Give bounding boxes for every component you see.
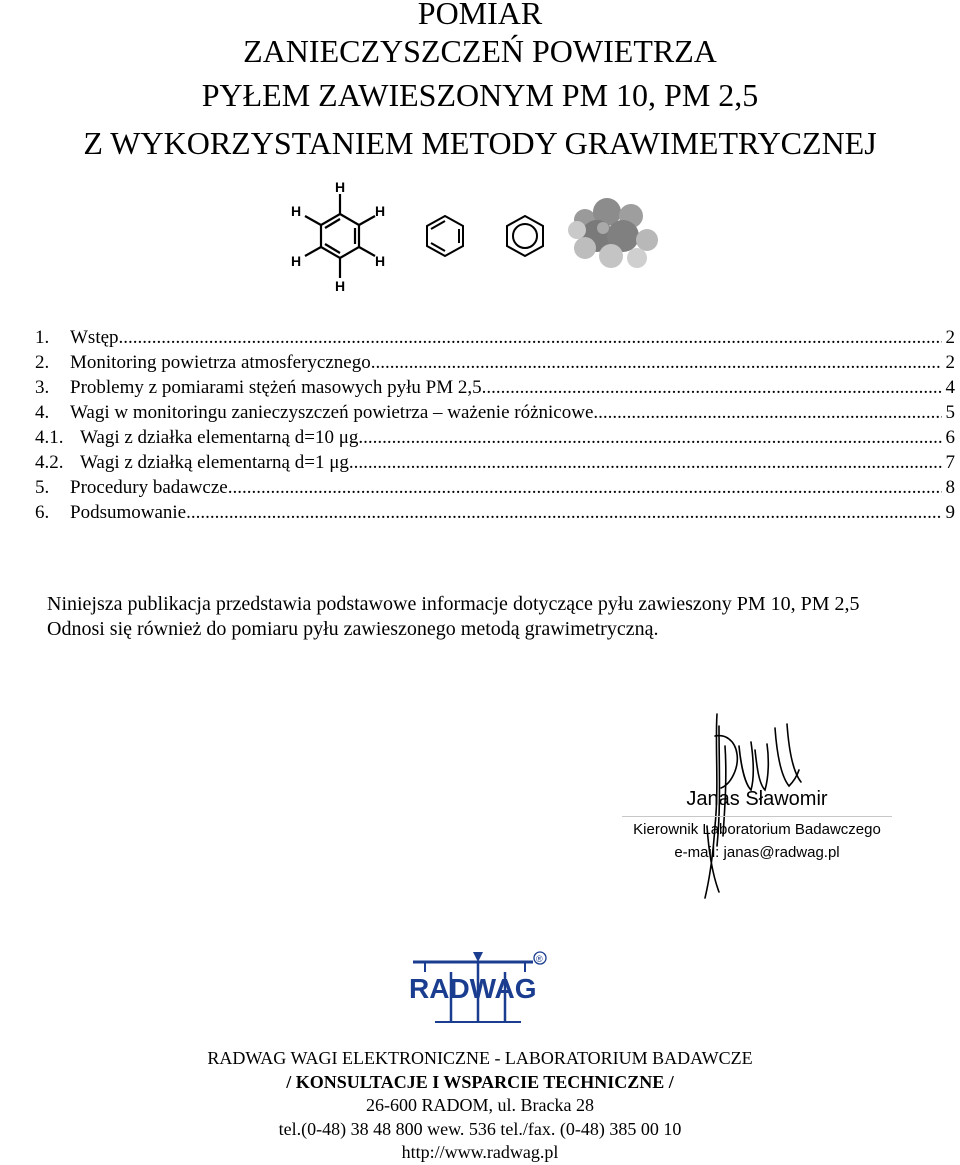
toc-item[interactable]: [35, 451, 955, 475]
toc-item[interactable]: [35, 476, 955, 500]
benzene-illustrations: [285, 178, 675, 296]
toc-leader: [375, 351, 941, 375]
benzene-aromatic-ring: [507, 216, 543, 256]
benzene-space-filling-model: [568, 198, 658, 268]
signatory-email: e-mail: janas@radwag.pl: [674, 844, 840, 861]
toc-page-number: 4: [945, 377, 955, 398]
toc-page-number: 5: [945, 402, 955, 423]
toc-label: Wagi z działką elementarną d=1 μg: [80, 452, 349, 473]
signatory-name: Janas Sławomir: [686, 788, 828, 810]
title-line-3: PYŁEM ZAWIESZONYM PM 10, PM 2,5: [201, 77, 759, 113]
benzene-structural-formula: [291, 179, 385, 294]
svg-text:H: H: [335, 278, 346, 294]
toc-number: 3.: [35, 377, 50, 398]
logo-wordmark: RADWAG: [409, 973, 537, 1004]
toc-leader: [482, 376, 942, 400]
svg-text:H: H: [375, 203, 386, 219]
toc-item[interactable]: [35, 401, 955, 425]
benzene-kekule-ring: [427, 216, 463, 256]
toc-leader: [228, 476, 942, 500]
toc-number: 2.: [35, 352, 50, 373]
toc-page-number: 2: [945, 352, 955, 373]
svg-text:H: H: [291, 253, 302, 269]
toc-item[interactable]: [35, 376, 955, 400]
toc-page-number: 8: [945, 477, 955, 498]
footer-address: 26-600 RADOM, ul. Bracka 28: [366, 1095, 594, 1115]
intro-paragraph: [47, 592, 952, 642]
toc-item[interactable]: [35, 501, 955, 525]
toc-label: Podsumowanie: [70, 502, 187, 523]
registered-mark: ®: [536, 954, 543, 964]
signature-divider: [622, 816, 892, 817]
toc-item[interactable]: [35, 326, 955, 350]
title-line-4: Z WYKORZYSTANIEM METODY GRAWIMETRYCZNEJ: [83, 125, 877, 161]
toc-item[interactable]: [35, 426, 955, 450]
toc-page-number: 2: [945, 327, 955, 348]
toc-label: Wstęp: [70, 327, 119, 348]
svg-text:H: H: [335, 179, 346, 195]
svg-text:H: H: [291, 203, 302, 219]
footer-department: / KONSULTACJE I WSPARCIE TECHNICZNE /: [286, 1071, 674, 1092]
toc-item[interactable]: [35, 351, 955, 375]
toc-number: 6.: [35, 502, 50, 523]
intro-line-1: Niniejsza publikacja przedstawia podstawowe informacje dotyczące pyłu zawieszony PM 10, PM 2,5: [47, 593, 860, 615]
footer-phone: tel.(0-48) 38 48 800 wew. 536 tel./fax. (0-48) 385 00 10: [278, 1118, 682, 1139]
toc-number: 4.: [35, 402, 50, 423]
toc-number: 4.2.: [35, 452, 64, 473]
toc-leader: [119, 326, 942, 350]
toc-label: Procedury badawcze: [70, 477, 228, 498]
toc-number: 1.: [35, 327, 50, 348]
company-footer: [0, 1047, 960, 1165]
toc-page-number: 9: [945, 502, 955, 523]
radwag-logo: [405, 948, 555, 1024]
toc-label: Problemy z pomiarami stężeń masowych pyłu PM 2,5: [70, 377, 482, 398]
toc-leader: [358, 426, 941, 450]
toc-leader: [349, 451, 942, 475]
intro-line-2: Odnosi się również do pomiaru pyłu zawieszonego metodą grawimetryczną.: [47, 618, 659, 640]
toc-leader: [186, 501, 941, 525]
footer-website[interactable]: http://www.radwag.pl: [401, 1142, 559, 1162]
toc-page-number: 7: [945, 452, 955, 473]
title-line-1: POMIAR: [417, 0, 543, 31]
toc-label: Monitoring powietrza atmosferycznego.: [70, 352, 376, 373]
toc-number: 4.1.: [35, 427, 64, 448]
toc-page-number: 6: [945, 427, 955, 448]
signatory-role: Kierownik Laboratorium Badawczego: [633, 821, 881, 838]
toc-leader: [593, 401, 941, 425]
svg-text:H: H: [375, 253, 386, 269]
toc-number: 5.: [35, 477, 50, 498]
footer-company-name: RADWAG WAGI ELEKTRONICZNE - LABORATORIUM BADAWCZE: [207, 1048, 753, 1068]
toc-label: Wagi w monitoringu zanieczyszczeń powietrza – ważenie różnicowe: [70, 402, 594, 423]
toc-label: Wagi z działka elementarną d=10 μg: [80, 427, 359, 448]
title-line-2: ZANIECZYSZCZEŃ POWIETRZA: [243, 33, 717, 69]
